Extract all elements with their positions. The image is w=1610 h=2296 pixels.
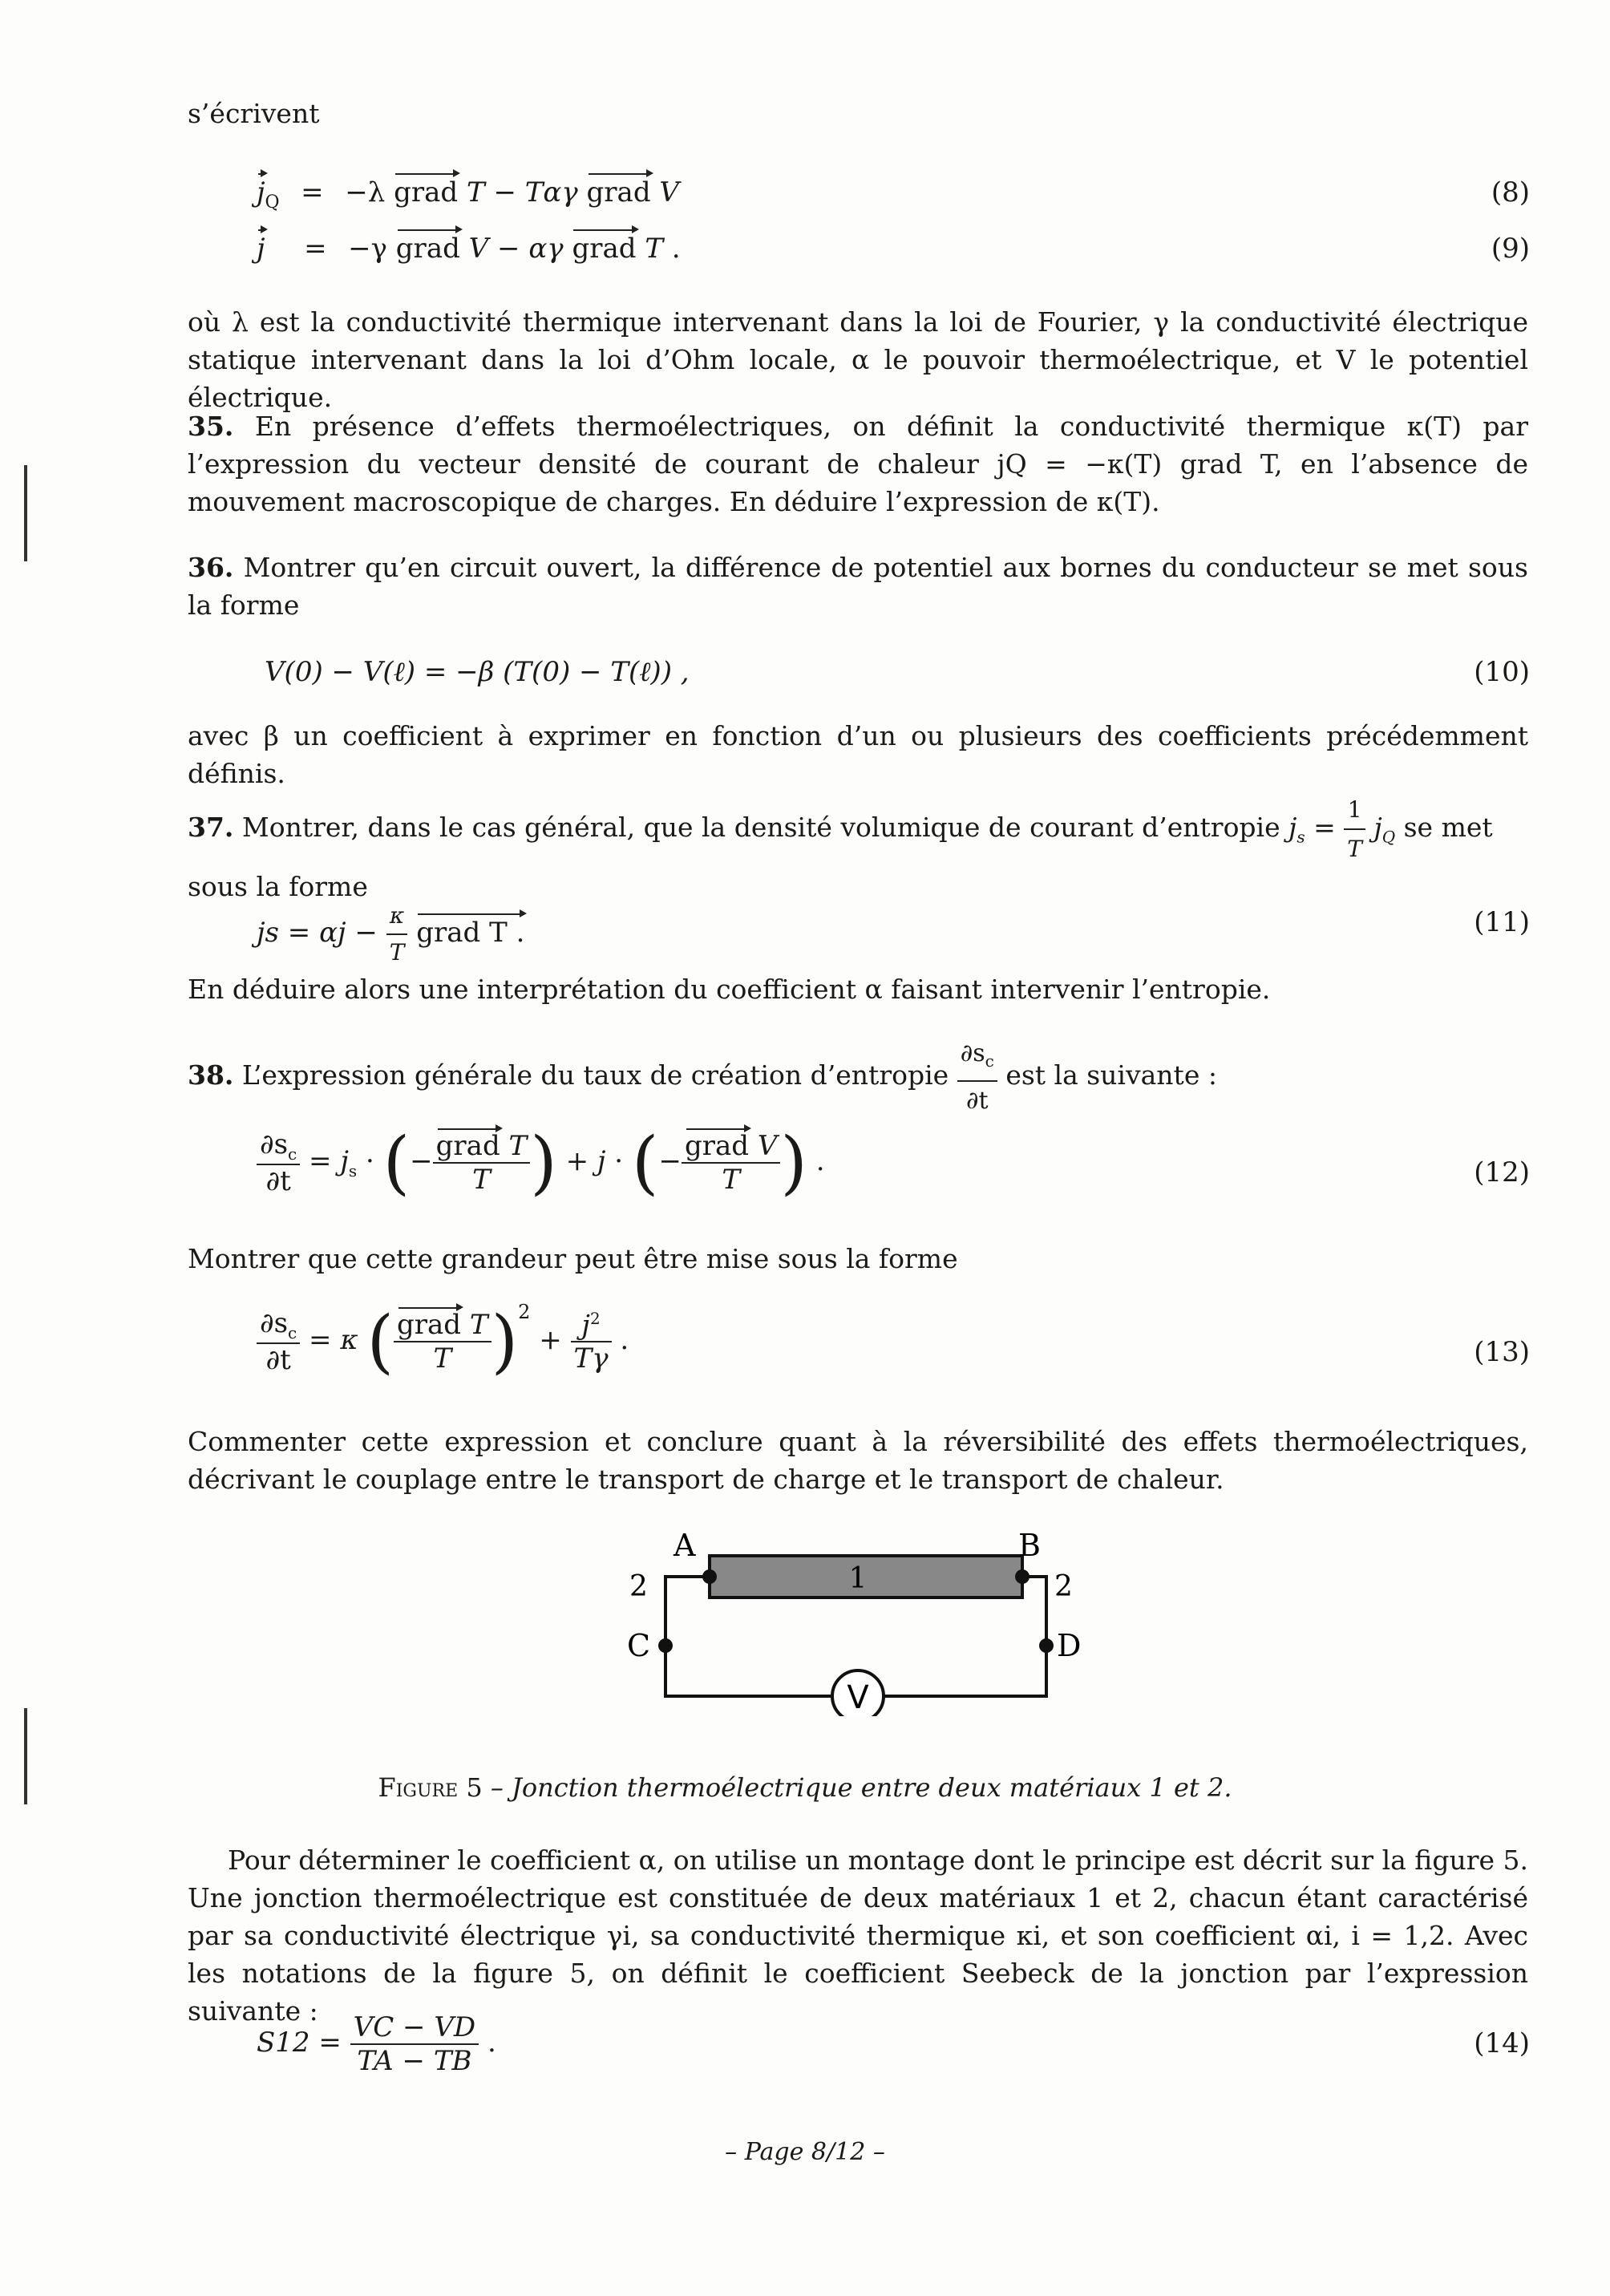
equation-14: S12 = $\frac{VC - VD}{TA - TB}$ .: [257, 2011, 496, 2077]
equation-9: j = −γ grad V − αγ grad T .: [257, 233, 681, 265]
material-1-label: 1: [848, 1562, 868, 1595]
node-B: [1015, 1569, 1030, 1584]
paragraph-alpha: En déduire alors une interprétation du coefficient α faisant intervenir l’entropie.: [188, 974, 1271, 1005]
equation-number-12: (12): [1474, 1156, 1530, 1188]
material-2-left-label: 2: [629, 1570, 648, 1603]
figure-caption-text: – Jonction thermoélectrique entre deux matériaux 1 et 2.: [490, 1772, 1232, 1803]
node-C: [658, 1638, 673, 1653]
figure-caption-prefix: Figure 5: [378, 1772, 483, 1803]
question-text-b: se met: [1403, 812, 1493, 843]
paragraph-pour: Pour déterminer le coefficient α, on utilise un montage dont le principe est décrit sur la figure 5. Une jonction thermoélectrique est constituée de deux matériaux 1 et 2, chacun étant caractérisé par sa conductivité électrique γi, sa conductivité thermique κi, et son coefficient αi, i = 1,2. Avec les notations de la figure 5, on définit le coefficient Seebeck de la jonction par l’expression suivante :: [188, 1844, 1528, 2027]
question-number: 35.: [188, 411, 234, 442]
equation-14-lhs: S12 =: [257, 2027, 342, 2059]
question-text-c: sous la forme: [188, 871, 368, 902]
question-number: 36.: [188, 552, 234, 583]
question-text-b: est la suivante :: [1005, 1059, 1217, 1091]
equation-12: $\frac{\partial s_c}{\partial t}$ = $j_s$ · (− $\frac{\text{grad T}}{T}$ ) + j · (− $\frac{\text{grad V}}{T}$ ) .: [257, 1123, 825, 1203]
page-footer: – Page 8/12 –: [725, 2138, 885, 2166]
label-B: B: [1018, 1528, 1041, 1563]
question-text: Montrer qu’en circuit ouvert, la différence de potentiel aux bornes du conducteur se met sous la forme: [188, 552, 1528, 621]
equation-10: V(0) − V(ℓ) = −β (T(0) − T(ℓ)) ,: [265, 656, 690, 688]
label-D: D: [1057, 1628, 1082, 1663]
label-A: A: [674, 1528, 696, 1563]
paragraph-beta: avec β un coefficient à exprimer en fonction d’un ou plusieurs des coefficients précédemment définis.: [188, 720, 1528, 789]
figure-caption: [0, 1772, 1610, 1803]
margin-mark: [24, 465, 27, 561]
question-text: En présence d’effets thermoélectriques, on définit la conductivité thermique κ(T) par l’expression du vecteur densité de courant de chaleur jQ = −κ(T) grad T, en l’absence de mouvement macroscopique de charges. En déduire l’expression de κ(T).: [188, 411, 1528, 517]
paragraph-montrer: Montrer que cette grandeur peut être mise sous la forme: [188, 1243, 958, 1274]
equation-number-9: (9): [1491, 233, 1530, 265]
equation-number-10: (10): [1474, 656, 1530, 688]
node-A: [702, 1569, 717, 1584]
equation-14-numerator: VC − VD: [350, 2011, 479, 2045]
equation-number-13: (13): [1474, 1336, 1530, 1368]
equation-11-part-b: grad T .: [416, 917, 525, 949]
question-36: [188, 549, 1528, 624]
equation-11-part-a: js = αj −: [257, 917, 378, 949]
material-2-right-label: 2: [1054, 1570, 1073, 1603]
equation-number-8: (8): [1491, 176, 1530, 209]
paragraph-commenter: Commenter cette expression et conclure quant à la réversibilité des effets thermoélectriques, décrivant le couplage entre le transport de charge et le transport de chaleur.: [188, 1426, 1528, 1495]
question-text: L’expression générale du taux de création d’entropie: [241, 1059, 949, 1091]
question-number: 37.: [188, 812, 234, 843]
equation-number-14: (14): [1474, 2027, 1530, 2059]
equation-13: $\frac{\partial s_c}{\partial t}$ = κ ( $\frac{\text{grad T}}{T}$ )$^2$ + $\frac{j^2}{T\gamma}$ .: [257, 1301, 629, 1382]
question-37: 37. Montrer, dans le cas général, que la densité volumique de courant d’entropie $j_s$ = $\frac{1}{T}$ $j_Q$ se met sous la forme: [188, 791, 1528, 905]
equation-number-11: (11): [1474, 906, 1530, 938]
equation-8: $j_Q = -\lambda$ grad T − Tαγ grad V: [257, 176, 679, 213]
question-text: Montrer, dans le cas général, que la densité volumique de courant d’entropie: [241, 812, 1280, 843]
node-D: [1039, 1638, 1054, 1653]
equation-14-denominator: TA − TB: [357, 2045, 472, 2077]
equation-11: js = αj − $\frac{\kappa}{T}$ grad T .: [257, 898, 524, 970]
paragraph-ou: où λ est la conductivité thermique intervenant dans la loi de Fourier, γ la conductivité électrique statique intervenant dans la loi d’Ohm locale, α le pouvoir thermoélectrique, et V le potentiel électrique.: [188, 306, 1528, 413]
question-35: [188, 407, 1528, 520]
label-C: C: [627, 1628, 651, 1663]
junction-figure: [617, 1524, 1098, 1716]
question-number: 38.: [188, 1059, 234, 1091]
intro-text: s’écrivent: [188, 98, 320, 129]
question-38: 38. L’expression générale du taux de création d’entropie $\frac{\partial s_c}{\partial t}$ est la suivante :: [188, 1035, 1528, 1120]
voltmeter-label: V: [847, 1679, 869, 1716]
